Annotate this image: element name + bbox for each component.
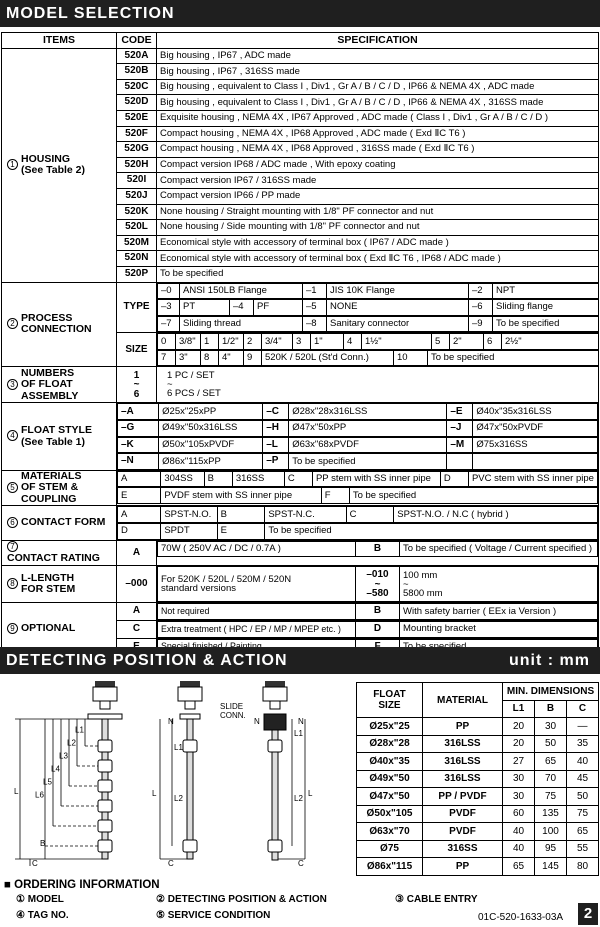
process.type_rows.1-cell: Sliding flange: [493, 300, 599, 316]
float.rows.1-cell: –H: [263, 421, 289, 437]
dev2-label-L1: L1: [174, 743, 183, 752]
process.size_rows.1-cell: 9: [244, 350, 262, 366]
contact.rows.0-cell: SPST-N.O. / N.C ( hybrid ): [394, 507, 598, 523]
dev1-float: [98, 780, 112, 792]
dev3-label-L2: L2: [294, 794, 303, 803]
process.type_rows.2-cell: –9: [469, 316, 493, 332]
dim-float: Ø63x"70: [357, 823, 423, 841]
item-length-number: 8: [7, 578, 18, 589]
dim-l1: 40: [503, 840, 535, 858]
dim-c: 40: [567, 753, 599, 771]
dev3-label-L1: L1: [294, 729, 303, 738]
ordering-item-4: ④ TAG NO.: [16, 910, 69, 921]
float.rows.2-cell: Ø50x"105xPVDF: [159, 437, 263, 453]
dim-material: PP: [423, 858, 503, 876]
dim-b: 75: [535, 788, 567, 806]
dim-float: Ø49x"50: [357, 770, 423, 788]
dev2-neck: [185, 701, 195, 709]
float.rows.2-cell: Ø75x316SS: [473, 437, 598, 453]
item-contact-number: 6: [7, 517, 18, 528]
dim-l1: 20: [503, 718, 535, 736]
process.type_rows.1-cell: –5: [303, 300, 327, 316]
float.rows.1-cell: –J: [447, 421, 473, 437]
dim-col-l1: L1: [503, 700, 535, 718]
dim-l1: 20: [503, 735, 535, 753]
slide-label-2: CONN.: [220, 711, 246, 720]
process.size_rows.0-cell: 0: [158, 334, 176, 350]
dim-row: [357, 735, 599, 753]
dev1-label-L6: L6: [35, 790, 44, 800]
ordering-item-1: ① MODEL: [16, 894, 64, 905]
contact.rows.0-cell: C: [346, 507, 394, 523]
dev1-label-L3: L3: [59, 751, 68, 761]
contact.rows.0-cell: A: [118, 507, 161, 523]
dim-row: [357, 718, 599, 736]
housing-code: 520L: [117, 220, 157, 236]
float.rows.1-cell: Ø49x"50x316LSS: [159, 421, 263, 437]
float.rows.3-cell: To be specified: [289, 454, 447, 470]
dev1-housing: [93, 687, 117, 701]
item-housing-number: 1: [7, 159, 18, 170]
process.size_rows.0-cell: 5: [432, 334, 450, 350]
float.rows.3-cell: [447, 454, 473, 470]
housing-spec: Compact version IP66 / PP made: [157, 188, 599, 204]
float.rows.0-cell: Ø28x"28x316LSS: [289, 404, 447, 420]
dev1-cap: [95, 681, 115, 687]
process.size_rows.0-cell: 3/8": [176, 334, 201, 350]
float.rows.1-cell: Ø47x"50xPVDF: [473, 421, 598, 437]
slide-label: SLIDE: [220, 702, 244, 711]
process.type_rows.1-cell: NONE: [327, 300, 469, 316]
process.type_rows.0-cell: –0: [158, 283, 180, 299]
item-numbers-number: 3: [7, 379, 18, 390]
process.size_rows.0-cell: 1/2": [219, 334, 244, 350]
materials.rows.1-cell: E: [118, 488, 161, 504]
process.type_rows.0-cell: JIS 10K Flange: [327, 283, 469, 299]
float.rows.3-cell: –N: [118, 454, 159, 470]
item-float-label: FLOAT STYLE (See Table 1): [21, 424, 92, 448]
housing-spec: Compact version IP68 / ADC made , With epoxy coating: [157, 157, 599, 173]
float.rows.2-cell: Ø63x"68xPVDF: [289, 437, 447, 453]
dim-b: 135: [535, 805, 567, 823]
dev1-float: [98, 800, 112, 812]
housing-code: 520C: [117, 79, 157, 95]
dim-float: Ø47x"50: [357, 788, 423, 806]
dim-c: 55: [567, 840, 599, 858]
dev2-cap: [180, 681, 200, 687]
doc-number: 01C-520-1633-03A: [478, 912, 564, 923]
float.rows.0-cell: –A: [118, 404, 159, 420]
dim-row: [357, 770, 599, 788]
float.rows.2-cell: –L: [263, 437, 289, 453]
dev2-connector: [180, 714, 200, 719]
unit-label: unit : mm: [509, 652, 590, 669]
item-rating-label: CONTACT RATING: [7, 552, 100, 565]
rating-spec-a: 70W ( 250V AC / DC / 0.7A ): [158, 541, 356, 557]
dev2-label-C: C: [168, 859, 174, 868]
dev1-label-L1: L1: [75, 725, 84, 735]
dim-b: 30: [535, 718, 567, 736]
dev1-float: [98, 820, 112, 832]
materials.rows.0-cell: PP stem with SS inner pipe: [312, 471, 440, 487]
dim-material: 316SS: [423, 840, 503, 858]
housing-code: 520H: [117, 157, 157, 173]
dev3-nut: [264, 714, 286, 730]
dim-l1: 30: [503, 788, 535, 806]
dim-row: [357, 805, 599, 823]
housing-spec: Economical style with accessory of terminal box ( Exd ⅡC T6 , IP68 / ADC made ): [157, 251, 599, 267]
page-number: 2: [578, 903, 598, 925]
dim-float: Ø75: [357, 840, 423, 858]
item-rating-number: 7: [7, 541, 18, 552]
dim-float: Ø86x"115: [357, 858, 423, 876]
process.size_rows.1-cell: 4": [219, 350, 244, 366]
dev1-float: [98, 760, 112, 772]
ordering-item-5: ⑤ SERVICE CONDITION: [156, 910, 271, 921]
model-selection-header: MODEL SELECTION: [0, 0, 600, 27]
dim-l1: 40: [503, 823, 535, 841]
housing-spec: Big housing , IP67 , ADC made: [157, 48, 599, 64]
item-length: [2, 566, 117, 603]
dim-material: PVDF: [423, 823, 503, 841]
dim-row: [357, 753, 599, 771]
dim-c: 80: [567, 858, 599, 876]
dim-col-material: MATERIAL: [423, 683, 503, 718]
housing-code: 520I: [117, 173, 157, 189]
contact.rows.0-cell: B: [217, 507, 265, 523]
dim-float: Ø50x"105: [357, 805, 423, 823]
dim-row: [357, 858, 599, 876]
length-code-2: –010 ~ –580: [356, 567, 400, 602]
process-size-label: SIZE: [117, 333, 157, 367]
float.rows.3-cell: Ø86x"115xPP: [159, 454, 263, 470]
dim-l1: 60: [503, 805, 535, 823]
item-length-label: L-LENGTH FOR STEM: [21, 571, 76, 596]
materials.rows.0-cell: PVC stem with SS inner pipe: [468, 471, 597, 487]
dev3-label-C: C: [298, 859, 304, 868]
housing-code: 520E: [117, 110, 157, 126]
dev2-label-L: L: [152, 789, 157, 798]
process.size_rows.0-cell: 3/4": [262, 334, 293, 350]
dev1-float: [98, 840, 112, 852]
process.type_rows.2-cell: Sanitary connector: [327, 316, 469, 332]
process.type_rows.2-cell: –7: [158, 316, 180, 332]
dim-float: Ø28x"28: [357, 735, 423, 753]
dim-c: 50: [567, 788, 599, 806]
materials.rows.1-cell: F: [321, 488, 349, 504]
dim-l1: 30: [503, 770, 535, 788]
housing-code: 520J: [117, 188, 157, 204]
detecting-position-diagram: [0, 676, 355, 876]
process.size_rows.0-cell: 6: [484, 334, 502, 350]
contact.rows.0-cell: SPST-N.O.: [161, 507, 217, 523]
housing-code: 520G: [117, 142, 157, 158]
dev3-label-N2: N: [298, 717, 304, 726]
dim-col-c: C: [567, 700, 599, 718]
item-optional-number: 9: [7, 623, 18, 634]
dim-b: 95: [535, 840, 567, 858]
process.size_rows.1-cell: 3": [176, 350, 201, 366]
contact.rows.1-cell: D: [118, 524, 161, 540]
dim-row: [357, 823, 599, 841]
materials.rows.0-cell: A: [118, 471, 161, 487]
process.size_rows.0-cell: 2½": [502, 334, 599, 350]
optional-code: C: [117, 620, 157, 638]
col-spec: SPECIFICATION: [157, 33, 599, 49]
item-numbers: [2, 367, 117, 403]
process.size_rows.0-cell: 1": [311, 334, 344, 350]
optional-code: D: [356, 621, 400, 637]
dev2-float: [183, 840, 197, 852]
item-materials-number: 5: [7, 482, 18, 493]
col-items: ITEMS: [2, 33, 117, 49]
dim-l1: 27: [503, 753, 535, 771]
dim-float: Ø40x"35: [357, 753, 423, 771]
dim-float: Ø25x"25: [357, 718, 423, 736]
contact.rows.1-cell: To be specified: [265, 524, 598, 540]
dev3-neck: [270, 701, 280, 709]
dev3-cap: [265, 681, 285, 687]
rating-code-b: B: [356, 541, 400, 557]
float.rows.0-cell: –C: [263, 404, 289, 420]
dim-col-float-size: FLOAT SIZE: [357, 683, 423, 718]
numbers-code: 1 ~ 6: [117, 367, 157, 403]
dim-b: 100: [535, 823, 567, 841]
dev3-float: [268, 840, 282, 852]
float.rows.2-cell: –M: [447, 437, 473, 453]
housing-spec: None housing / Side mounting with 1/8" PF connector and nut: [157, 220, 599, 236]
item-numbers-label: NUMBERS OF FLOAT ASSEMBLY: [21, 366, 79, 402]
rating-spec-b: To be specified ( Voltage / Current specified ): [400, 541, 598, 557]
process.size_rows.0-cell: 3: [293, 334, 311, 350]
materials.rows.0-cell: B: [204, 471, 232, 487]
dim-b: 50: [535, 735, 567, 753]
dim-b: 145: [535, 858, 567, 876]
item-process-number: 2: [7, 318, 18, 329]
process.size_rows.0-cell: 1½": [362, 334, 432, 350]
housing-spec: Big housing , equivalent to Class I , Div1 , Gr A / B / C / D , IP66 & NEMA 4X , 316SS made: [157, 95, 599, 111]
process.size_rows.0-cell: 2": [450, 334, 484, 350]
dim-row: [357, 788, 599, 806]
optional-spec: Extra treatment ( HPC / EP / MP / MPEP etc. ): [158, 621, 356, 637]
optional-spec: Mounting bracket: [400, 621, 598, 637]
numbers-spec: 1 PC / SET ~ 6 PCS / SET: [157, 367, 599, 403]
process.type_rows.1-cell: PF: [254, 300, 303, 316]
ordering-item-2: ② DETECTING POSITION & ACTION: [156, 894, 327, 905]
process.type_rows.1-cell: –4: [230, 300, 254, 316]
housing-code: 520A: [117, 48, 157, 64]
item-process: [2, 282, 117, 367]
dev1-flange: [88, 714, 122, 719]
process.type_rows.1-cell: PT: [180, 300, 230, 316]
dev1-label-L: L: [14, 787, 19, 796]
dev3-float: [268, 740, 282, 752]
dev3-label-N: N: [254, 717, 260, 726]
housing-spec: Big housing , equivalent to Class I , Div1 , Gr A / B / C / D , IP66 & NEMA 4X , ADC made: [157, 79, 599, 95]
housing-code: 520B: [117, 64, 157, 80]
dim-col-b: B: [535, 700, 567, 718]
dim-material: PP / PVDF: [423, 788, 503, 806]
dim-c: 35: [567, 735, 599, 753]
process.type_rows.2-cell: –8: [303, 316, 327, 332]
housing-spec: None housing / Straight mounting with 1/8" PF connector and nut: [157, 204, 599, 220]
process.type_rows.0-cell: –2: [469, 283, 493, 299]
process.type_rows.1-cell: –6: [469, 300, 493, 316]
item-float-number: 4: [7, 430, 18, 441]
housing-code: 520K: [117, 204, 157, 220]
detecting-header: DETECTING POSITION & ACTION unit : mm: [0, 647, 600, 674]
dev1-neck: [100, 701, 110, 709]
dim-material: PP: [423, 718, 503, 736]
housing-spec: Compact version IP67 / 316SS made: [157, 173, 599, 189]
optional-code: A: [117, 603, 157, 621]
dev2-housing: [178, 687, 202, 701]
materials.rows.0-cell: C: [284, 471, 312, 487]
dev2-float: [183, 740, 197, 752]
float.rows.3-cell: [473, 454, 598, 470]
length-code-1: –000: [117, 566, 157, 603]
optional-spec: With safety barrier ( EEx ia Version ): [400, 604, 598, 620]
ordering-item-3: ③ CABLE ENTRY: [395, 894, 478, 905]
process.size_rows.1-cell: 8: [201, 350, 219, 366]
item-float: [2, 403, 117, 470]
process.size_rows.1-cell: 520K / 520L (St'd Conn.): [262, 350, 394, 366]
dim-material: 316LSS: [423, 770, 503, 788]
housing-spec: Compact housing , NEMA 4X , IP68 Approved , 316SS made ( Exd ⅡC T6 ): [157, 142, 599, 158]
materials.rows.1-cell: PVDF stem with SS inner pipe: [161, 488, 321, 504]
optional-spec: Not required: [158, 604, 356, 620]
contact.rows.1-cell: E: [217, 524, 265, 540]
dim-row: [357, 840, 599, 858]
model-selection-table: [1, 32, 599, 656]
contact.rows.1-cell: SPDT: [161, 524, 217, 540]
process.type_rows.0-cell: ANSI 150LB Flange: [180, 283, 303, 299]
dev3-housing: [263, 687, 287, 701]
materials.rows.0-cell: 304SS: [161, 471, 204, 487]
float.rows.0-cell: Ø40x"35x316LSS: [473, 404, 598, 420]
float.rows.1-cell: –G: [118, 421, 159, 437]
dev1-label-L4: L4: [51, 764, 60, 774]
housing-code: 520D: [117, 95, 157, 111]
ordering-title: ■ ORDERING INFORMATION: [4, 879, 160, 891]
dim-c: —: [567, 718, 599, 736]
float.rows.0-cell: Ø25x"25xPP: [159, 404, 263, 420]
housing-spec: Big housing , IP67 , 316SS made: [157, 64, 599, 80]
process.size_rows.0-cell: 1: [201, 334, 219, 350]
housing-code: 520N: [117, 251, 157, 267]
dim-b: 70: [535, 770, 567, 788]
item-contact-label: CONTACT FORM: [21, 516, 106, 529]
dim-col-min: MIN. DIMENSIONS: [503, 683, 599, 701]
process.type_rows.2-cell: Sliding thread: [180, 316, 303, 332]
housing-spec: Exquisite housing , NEMA 4X , IP67 Approved , ADC made ( Class I , Div1 , Gr A / B / C / D ): [157, 110, 599, 126]
dim-l1: 65: [503, 858, 535, 876]
rating-code-a: A: [117, 540, 157, 566]
length-spec-1: For 520K / 520L / 520M / 520N standard versions: [158, 567, 356, 602]
materials.rows.0-cell: 316SS: [232, 471, 284, 487]
item-housing-label: HOUSING (See Table 2): [21, 152, 85, 177]
dim-c: 45: [567, 770, 599, 788]
dev1-label-L2: L2: [67, 738, 76, 748]
dev1-float: [98, 740, 112, 752]
item-process-label: PROCESS CONNECTION: [21, 311, 92, 336]
dev2-label-N: N: [168, 717, 174, 726]
dim-material: 316LSS: [423, 735, 503, 753]
process.size_rows.0-cell: 4: [344, 334, 362, 350]
housing-code: 520F: [117, 126, 157, 142]
min-dimensions-table: [356, 682, 599, 876]
dim-c: 75: [567, 805, 599, 823]
process.size_rows.0-cell: 2: [244, 334, 262, 350]
process.type_rows.2-cell: To be specified: [493, 316, 599, 332]
process.type_rows.1-cell: –3: [158, 300, 180, 316]
housing-code: 520M: [117, 235, 157, 251]
item-materials-label: MATERIALS OF STEM & COUPLING: [21, 470, 82, 505]
item-materials: [2, 470, 117, 506]
dev3-label-L: L: [308, 789, 313, 798]
process.type_rows.0-cell: NPT: [493, 283, 599, 299]
item-rating: [2, 540, 117, 566]
item-contact: [2, 506, 117, 540]
materials.rows.0-cell: D: [440, 471, 468, 487]
float.rows.0-cell: –E: [447, 404, 473, 420]
dev1-label-L5: L5: [43, 777, 52, 787]
contact.rows.0-cell: SPST-N.C.: [265, 507, 346, 523]
housing-code: 520P: [117, 266, 157, 282]
dim-b: 65: [535, 753, 567, 771]
float.rows.1-cell: Ø47x"50xPP: [289, 421, 447, 437]
length-spec-2: 100 mm ~ 5800 mm: [400, 567, 598, 602]
housing-spec: Economical style with accessory of terminal box ( IP67 / ADC made ): [157, 235, 599, 251]
dev2-label-L2: L2: [174, 794, 183, 803]
item-optional-label: OPTIONAL: [21, 622, 76, 635]
float.rows.3-cell: –P: [263, 454, 289, 470]
housing-spec: Compact housing , NEMA 4X , IP68 Approved , ADC made ( Exd ⅡC T6 ): [157, 126, 599, 142]
process.size_rows.1-cell: 10: [394, 350, 428, 366]
process-type-label: TYPE: [117, 282, 157, 333]
col-code: CODE: [117, 33, 157, 49]
dim-material: PVDF: [423, 805, 503, 823]
materials.rows.1-cell: To be specified: [349, 488, 597, 504]
housing-spec: To be specified: [157, 266, 599, 282]
dev1-label-B: B: [40, 839, 46, 848]
dim-material: 316LSS: [423, 753, 503, 771]
process.type_rows.0-cell: –1: [303, 283, 327, 299]
process.size_rows.1-cell: 7: [158, 350, 176, 366]
dim-c: 65: [567, 823, 599, 841]
optional-code: B: [356, 604, 400, 620]
item-housing: [2, 48, 117, 282]
float.rows.2-cell: –K: [118, 437, 159, 453]
dev1-label-C: C: [32, 859, 38, 868]
process.size_rows.1-cell: To be specified: [428, 350, 599, 366]
